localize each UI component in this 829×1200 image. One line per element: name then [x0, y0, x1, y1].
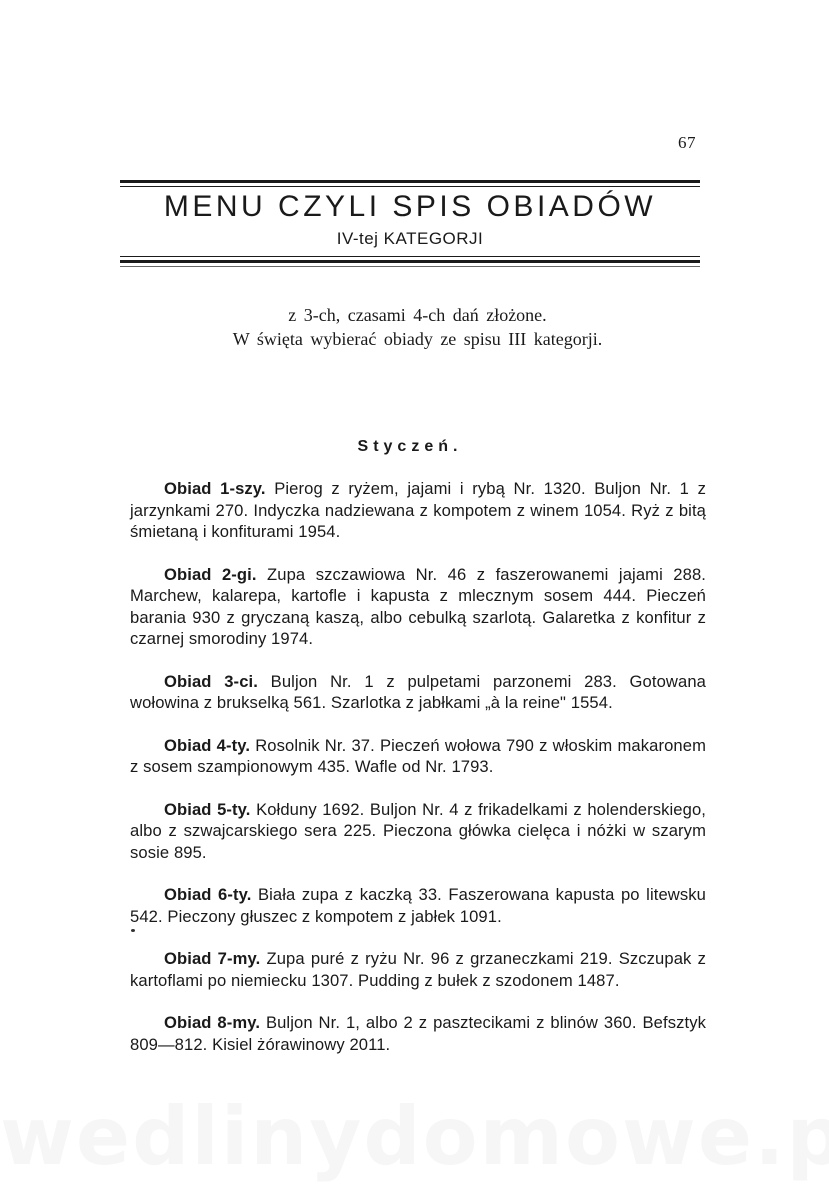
menu-item-label: Obiad 4-ty.: [164, 735, 251, 755]
menu-item-label: Obiad 8-my.: [164, 1013, 261, 1032]
menu-item-text: Buljon Nr. 1 z pulpetami parzonemi 283. Gotowana wołowina z brukselką 561. Szarlotka z jabłkami „à la reine" 1554.: [130, 671, 706, 712]
menu-item-text: Pierog z ryżem, jajami i rybą Nr. 1320. Buljon Nr. 1 z jarzynkami 270. Indyczka nadziewana z kompotem z winem 1054. Ryż z bitą śmietaną i konfiturami 1954.: [130, 479, 706, 541]
menu-item-label: Obiad 3-ci.: [164, 671, 258, 691]
menu-item: [130, 1012, 706, 1055]
watermark: [0, 1090, 829, 1183]
menu-item-text: Zupa szczawiowa Nr. 46 z faszerowanemi jajami 288. Marchew, kalarepa, kartofle i kapusta z mlecznym sosem 444. Pieczeń barania 930 z gryczaną kaszą, albo cebulką szarlotą. Galaretka z konfitur z czarnej smorodiny 1974.: [130, 564, 706, 648]
menu-list: [130, 478, 706, 1076]
top-rule-thick: [120, 180, 700, 183]
menu-item: [130, 799, 706, 864]
intro-line-1: z 3-ch, czasami 4-ch dań złożone.: [288, 305, 547, 325]
ink-speck: [131, 929, 135, 932]
menu-item-label: Obiad 2-gi.: [164, 564, 257, 584]
page-subtitle: IV-tej KATEGORJI: [336, 229, 484, 248]
menu-item: [130, 735, 706, 778]
intro: [120, 303, 715, 351]
menu-item-label: Obiad 5-ty.: [164, 799, 251, 819]
menu-item: [130, 564, 706, 650]
menu-item-text: Zupa puré z ryżu Nr. 96 z grzaneczkami 219. Szczupak z kartoflami po niemiecku 1307. Pudding z bułek z szodonem 1487.: [130, 949, 706, 990]
menu-item: [130, 948, 706, 991]
page-title: MENU CZYLI SPIS OBIADÓW: [163, 190, 657, 223]
page-number: 67: [678, 133, 696, 152]
bottom-rule-thick: [120, 260, 700, 263]
top-rule-thin: [120, 186, 700, 187]
bottom-rule-thin: [120, 256, 700, 257]
menu-item-text: Buljon Nr. 1, albo 2 z pasztecikami z blinów 360. Befsztyk 809—812. Kisiel żórawinowy 2011.: [130, 1013, 706, 1054]
menu-item: [130, 884, 706, 927]
section-heading: Styczeń.: [357, 438, 463, 455]
menu-item-label: Obiad 7-my.: [164, 949, 261, 968]
menu-item-label: Obiad 6-ty.: [164, 885, 252, 904]
menu-item: [130, 671, 706, 714]
menu-item-text: Rosolnik Nr. 37. Pieczeń wołowa 790 z włoskim makaronem z sosem szampionowym 435. Wafle od Nr. 1793.: [130, 735, 706, 776]
intro-line-2: W święta wybierać obiady ze spisu III kategorji.: [232, 329, 603, 349]
bottom-rule-faint: [120, 266, 700, 267]
menu-item: [130, 478, 706, 543]
menu-item-text: Biała zupa z kaczką 33. Faszerowana kapusta po litewsku 542. Pieczony głuszec z kompotem z jabłek 1091.: [130, 885, 706, 926]
menu-item-text: Kołduny 1692. Buljon Nr. 4 z frikadelkami z holenderskiego, albo z szwajcarskiego sera 225. Pieczona główka cielęca i nóżki w szarym sosie 895.: [130, 799, 707, 862]
menu-item-label: Obiad 1-szy.: [164, 479, 266, 498]
